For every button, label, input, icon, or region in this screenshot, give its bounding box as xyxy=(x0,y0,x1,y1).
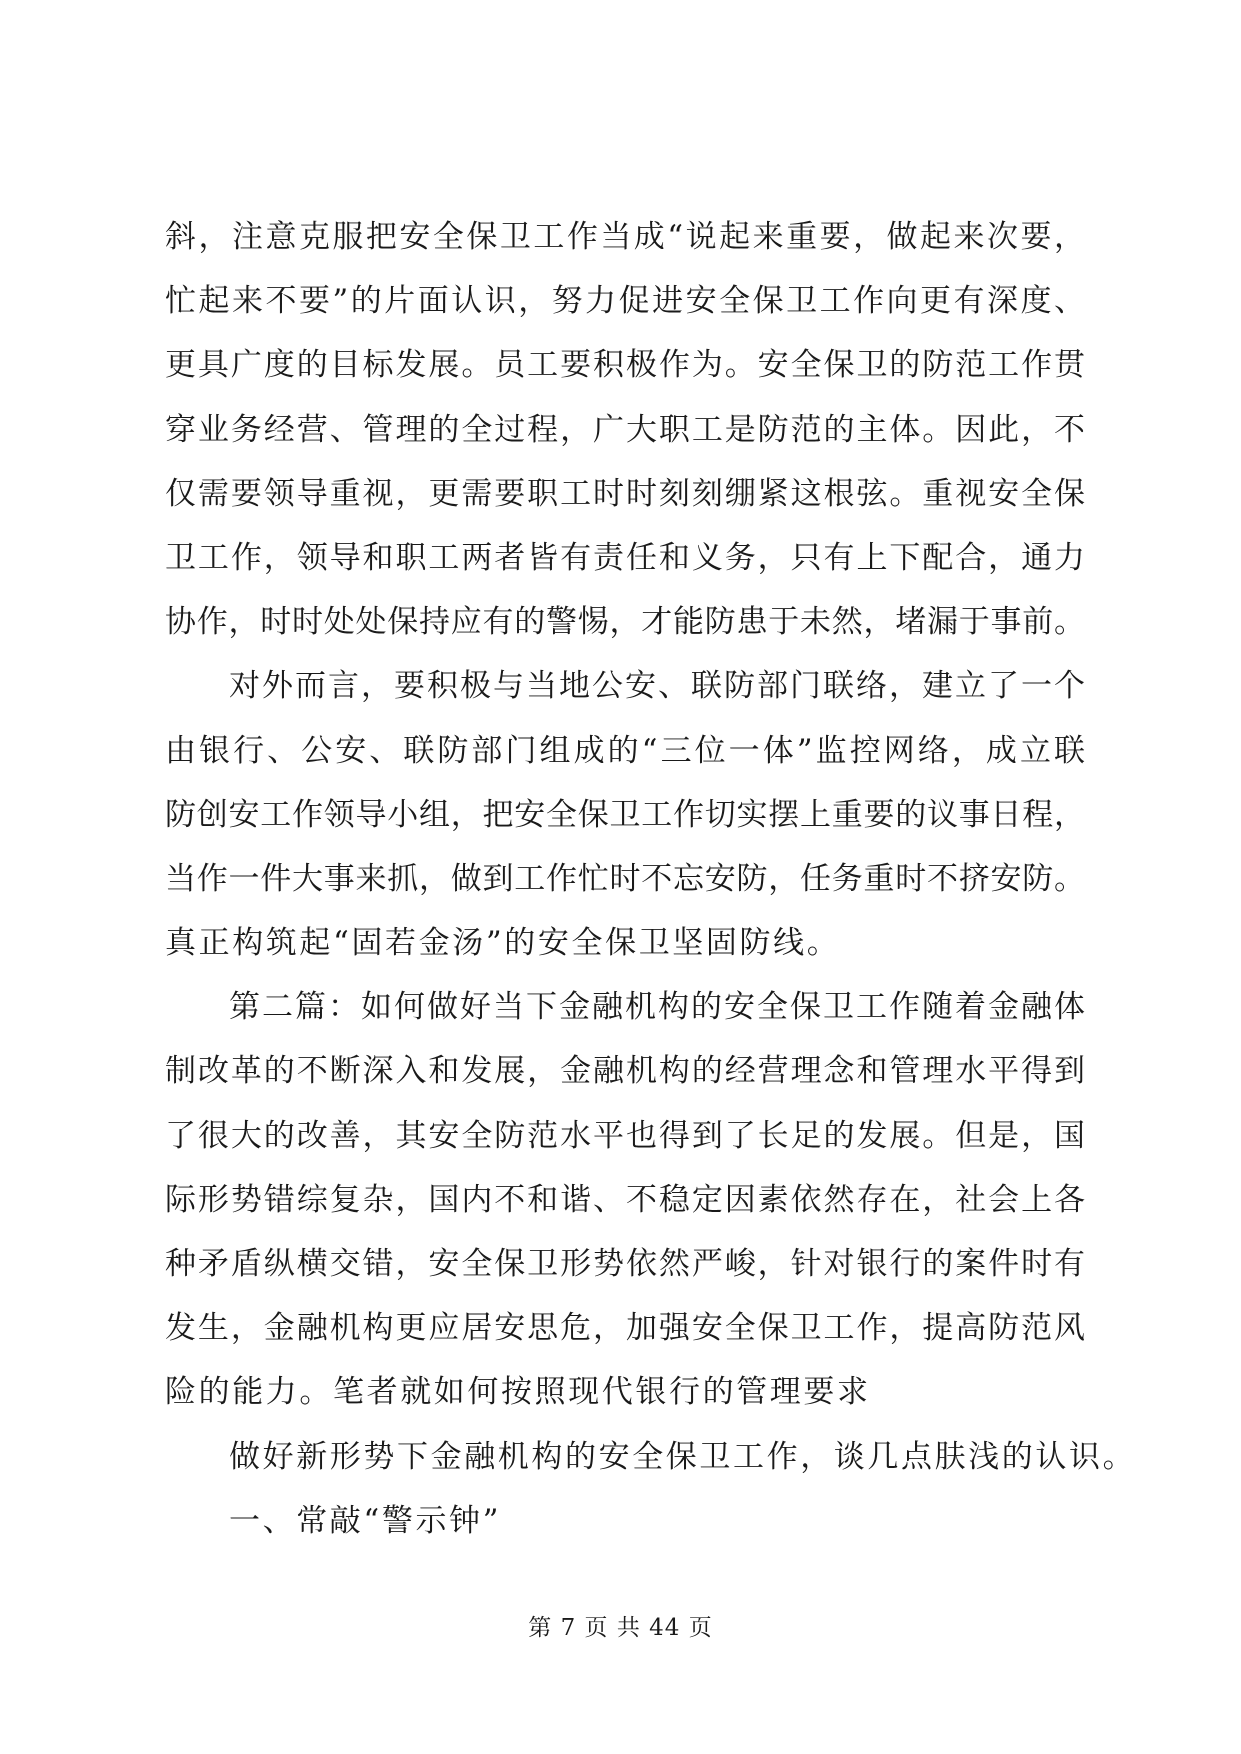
text-line: 更具广度的目标发展。员工要积极作为。安全保卫的防范工作贯 xyxy=(165,347,1085,384)
text-line: 穿业务经营、管理的全过程，广大职工是防范的主体。因此，不 xyxy=(165,411,1085,448)
text-line: 际形势错综复杂，国内不和谐、不稳定因素依然存在，社会上各 xyxy=(165,1181,1085,1218)
text-line: 发生，金融机构更应居安思危，加强安全保卫工作，提高防范风 xyxy=(165,1310,1085,1347)
paragraph-start-line: 对外而言，要积极与当地公安、联防部门联络，建立了一个 xyxy=(229,668,1085,705)
page-number-footer: 第 7 页 共 44 页 xyxy=(528,1615,713,1641)
paragraph-start-line: 做好新形势下金融机构的安全保卫工作，谈几点肤浅的认识。 xyxy=(229,1438,1137,1475)
text-line: 协作，时时处处保持应有的警惕，才能防患于未然，堵漏于事前。 xyxy=(165,604,1085,641)
text-line: 卫工作，领导和职工两者皆有责任和义务，只有上下配合，通力 xyxy=(165,539,1085,576)
document-body xyxy=(165,205,1137,1553)
text-line: 了很大的改善，其安全防范水平也得到了长足的发展。但是，国 xyxy=(165,1117,1085,1154)
paragraph-start-line: 第二篇：如何做好当下金融机构的安全保卫工作随着金融体 xyxy=(229,989,1085,1026)
text-line: 种矛盾纵横交错，安全保卫形势依然严峻，针对银行的案件时有 xyxy=(165,1246,1085,1282)
text-line: 当作一件大事来抓，做到工作忙时不忘安防，任务重时不挤安防。 xyxy=(165,860,1085,897)
text-line: 斜，注意克服把安全保卫工作当成“说起来重要，做起来次要， xyxy=(165,219,1085,255)
section-heading: 一、常敲“警示钟” xyxy=(229,1502,502,1539)
text-line: 仅需要领导重视，更需要职工时时刻刻绷紧这根弦。重视安全保 xyxy=(165,475,1085,512)
text-line: 防创安工作领导小组，把安全保卫工作切实摆上重要的议事日程， xyxy=(165,796,1085,833)
text-line: 险的能力。笔者就如何按照现代银行的管理要求 xyxy=(165,1374,871,1411)
text-line: 忙起来不要”的片面认识，努力促进安全保卫工作向更有深度、 xyxy=(165,283,1085,320)
text-line: 制改革的不断深入和发展，金融机构的经营理念和管理水平得到 xyxy=(165,1053,1085,1090)
text-line: 由银行、公安、联防部门组成的“三位一体”监控网络，成立联 xyxy=(165,732,1085,769)
text-line: 真正构筑起“固若金汤”的安全保卫坚固防线。 xyxy=(165,925,841,962)
